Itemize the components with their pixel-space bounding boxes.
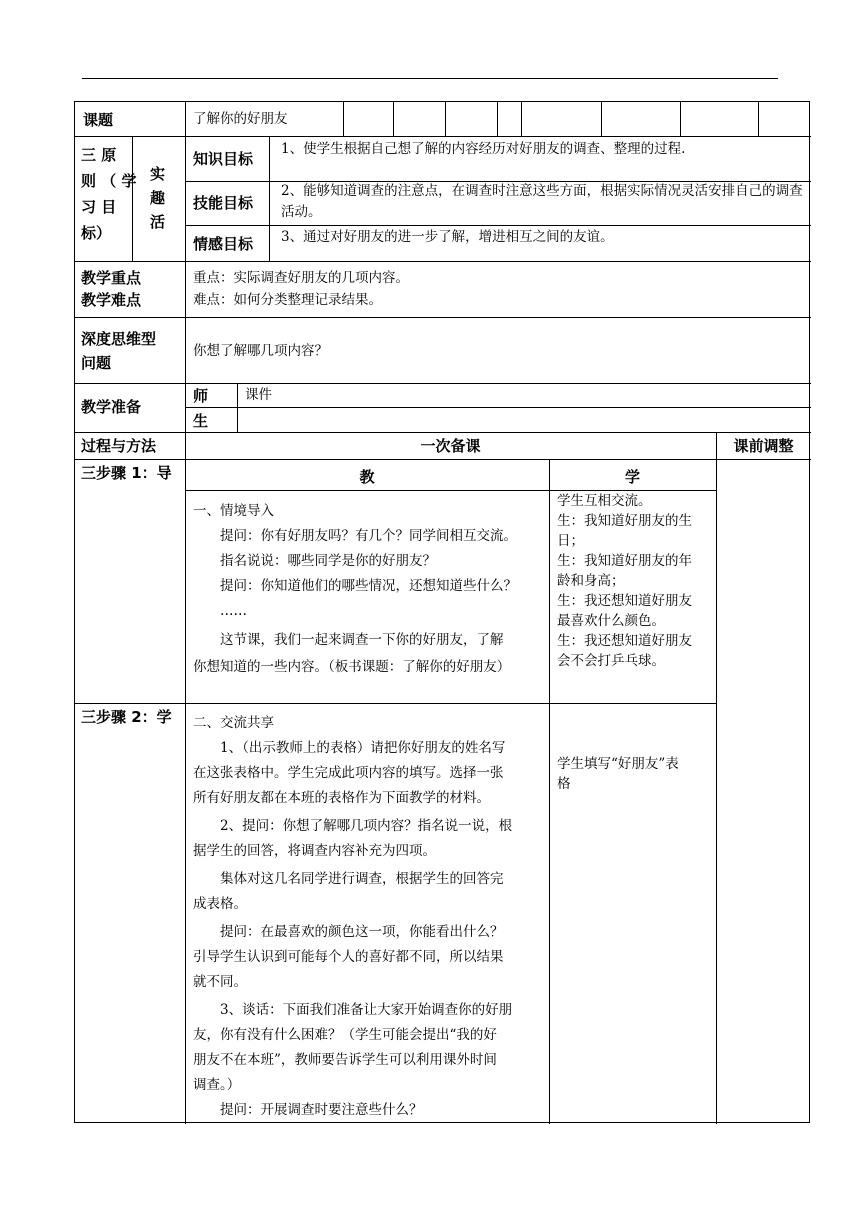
step2-teach-line: 3、谈话：下面我们准备让大家开始调查你的好朋	[193, 1002, 513, 1018]
teacher-prep-value: 课件	[245, 387, 272, 403]
lesson-plan-table	[74, 101, 810, 1123]
step2-teach-line: 二、交流共享	[193, 715, 274, 731]
process-col-header: 过程与方法	[81, 437, 157, 455]
knowledge-goal-text: 1、使学生根据自己想了解的内容经历对好朋友的调查、整理的过程.	[281, 141, 686, 157]
topic-label: 课题	[83, 111, 114, 129]
deep-question-label: 深度思维型	[81, 330, 157, 348]
teach-col-header: 教	[359, 468, 375, 486]
col-line	[343, 102, 344, 136]
step1-learn-line: 生：我还想知道好朋友	[557, 593, 692, 609]
principles-sub-label-line: 活	[150, 213, 166, 231]
step1-learn-line: 学生互相交流。	[557, 493, 652, 509]
learn-col-header: 学	[624, 468, 640, 486]
step2-learn-line: 学生填写“好朋友”表	[557, 756, 679, 772]
deep-question-label: 问题	[81, 354, 112, 372]
col-line	[680, 102, 681, 136]
step2-teach-line: 调查。）	[193, 1077, 241, 1093]
col-line	[549, 459, 550, 1124]
step1-learn-line: 生：我知道好朋友的年	[557, 553, 692, 569]
step2-learn-line: 格	[557, 776, 571, 792]
emotion-goal-label: 情感目标	[193, 235, 254, 253]
key-point-text: 重点：实际调查好朋友的几项内容。	[193, 270, 409, 286]
topic-value: 了解你的好朋友	[193, 111, 288, 127]
step2-teach-line: 在这张表格中。学生完成此项内容的填写。选择一张	[193, 765, 504, 781]
student-label: 生	[193, 412, 209, 430]
principles-sub-label-line: 趣	[150, 189, 166, 207]
preparation-label: 教学准备	[81, 398, 142, 416]
step1-teach-line: 你想知道的一些内容。（板书课题：了解你的好朋友）	[193, 659, 511, 675]
col-line	[716, 432, 717, 1124]
step1-teach-line: 提问：你有好朋友吗？有几个？同学间相互交流。	[193, 528, 517, 544]
step2-teach-line: 提问：开展调查时要注意些什么？	[193, 1102, 423, 1118]
top-rule	[82, 78, 778, 79]
col-line	[185, 102, 186, 1124]
step2-teach-line: 朋友不在本班”，教师要告诉学生可以利用课外时间	[193, 1052, 497, 1068]
step2-teach-line: 提问：在最喜欢的颜色这一项，你能看出什么？	[193, 924, 504, 940]
row-line	[75, 703, 716, 704]
step1-teach-line: ……	[193, 603, 247, 619]
step2-teach-line: 集体对这几名同学进行调查，根据学生的回答完	[193, 871, 504, 887]
key-points-label: 教学重点	[81, 269, 142, 287]
first-prep-col-header: 一次备课	[420, 437, 481, 455]
col-line	[237, 383, 238, 432]
skill-goal-text: 2、能够知道调查的注意点，在调查时注意这些方面，根据实际情况灵活安排自己的调查活动。	[281, 183, 803, 220]
key-points-label: 教学难点	[81, 291, 142, 309]
adjust-col-header: 课前调整	[733, 437, 794, 455]
step1-teach-line: 这节课，我们一起来调查一下你的好朋友，了解	[193, 632, 504, 648]
step2-teach-line: 所有好朋友都在本班的表格作为下面教学的材料。	[193, 790, 490, 806]
principles-label-line: 标）	[81, 224, 112, 242]
step2-teach-line: 2、提问：你想了解哪几项内容？指名说一说，根	[193, 818, 513, 834]
emotion-goal-text: 3、通过对好朋友的进一步了解，增进相互之间的友谊。	[281, 229, 614, 245]
col-line	[601, 102, 602, 136]
step1-learn-line: 生：我知道好朋友的生	[557, 513, 692, 529]
step1-learn-line: 生：我还想知道好朋友	[557, 633, 692, 649]
principles-label-line: 则 （ 学	[81, 172, 137, 190]
step1-label: 三步骤 1：导	[81, 464, 172, 482]
step1-teach-line: 一、情境导入	[193, 503, 274, 519]
col-line	[497, 102, 498, 136]
principles-label-line: 习 目	[81, 198, 117, 216]
col-line	[132, 136, 133, 261]
principles-sub-label-line: 实	[150, 165, 166, 183]
step2-teach-line: 就不同。	[193, 974, 247, 990]
knowledge-goal-label: 知识目标	[193, 150, 254, 168]
step2-label: 三步骤 2：学	[81, 708, 172, 726]
row-line	[185, 407, 811, 408]
step1-teach-line: 提问：你知道他们的哪些情况，还想知道些什么？	[193, 578, 517, 594]
step2-teach-line: 友，你有没有什么困难？（学生可能会提出“我的好	[193, 1027, 497, 1043]
step2-teach-line: 引导学生认识到可能每个人的喜好都不同，所以结果	[193, 949, 504, 965]
deep-question-text: 你想了解哪几项内容？	[193, 343, 328, 359]
step1-learn-line: 最喜欢什么颜色。	[557, 613, 665, 629]
step1-teach-line: 指名说说：哪些同学是你的好朋友？	[193, 553, 436, 569]
col-line	[758, 102, 759, 136]
step1-learn-line: 日；	[557, 533, 584, 549]
col-line	[393, 102, 394, 136]
step1-learn-line: 会不会打乒乓球。	[557, 653, 665, 669]
teacher-label: 师	[193, 387, 209, 405]
step2-teach-line: 据学生的回答，将调查内容补充为四项。	[193, 843, 436, 859]
col-line	[445, 102, 446, 136]
col-line	[269, 136, 270, 261]
principles-label-line: 三 原	[81, 146, 117, 164]
step2-teach-line: 1、（出示教师上的表格）请把你好朋友的姓名写	[193, 740, 506, 756]
col-line	[521, 102, 522, 136]
difficulty-text: 难点：如何分类整理记录结果。	[193, 292, 382, 308]
skill-goal-label: 技能目标	[193, 194, 254, 212]
step1-learn-line: 龄和身高；	[557, 573, 625, 589]
step2-teach-line: 成表格。	[193, 896, 247, 912]
